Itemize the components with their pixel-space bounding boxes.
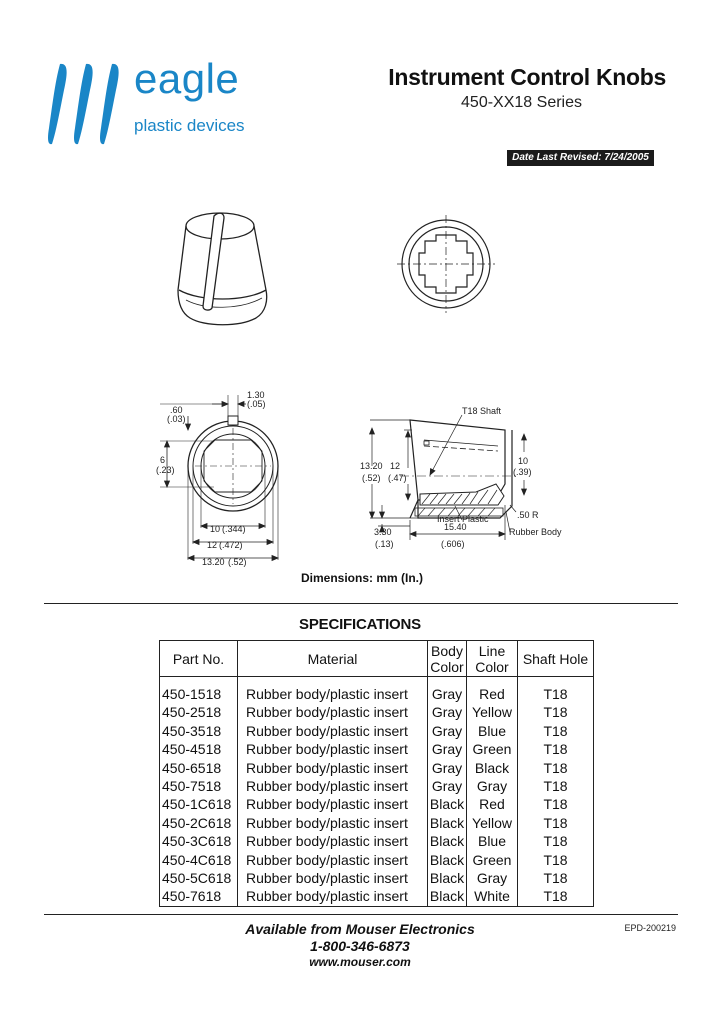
part-number: 450-2C618 (160, 814, 238, 832)
width-in: (.606) (441, 539, 465, 549)
dim-offset-in: (.03) (167, 414, 186, 424)
body-color: Black (428, 814, 467, 832)
depth-in: (.39) (513, 467, 532, 477)
material: Rubber body/plastic insert (238, 795, 428, 813)
section-dimension-drawing (360, 406, 562, 549)
table-row (160, 722, 594, 740)
material: Rubber body/plastic insert (238, 851, 428, 869)
shaft-hole: T18 (518, 851, 594, 869)
part-number: 450-2518 (160, 703, 238, 721)
rubber-body-label: Rubber Body (509, 527, 562, 537)
shaft-label: T18 Shaft (462, 406, 502, 416)
series-subtitle: 450-XX18 Series (461, 94, 582, 111)
page-title: Instrument Control Knobs (388, 64, 666, 90)
part-number: 450-7618 (160, 887, 238, 906)
table-row (160, 795, 594, 813)
base-mm: 3.30 (374, 527, 392, 537)
line-color: Yellow (467, 703, 518, 721)
material: Rubber body/plastic insert (238, 685, 428, 703)
header-part-no: Part No. (160, 641, 238, 677)
dim-inner-mm: 10 (210, 524, 221, 534)
specifications-table (159, 640, 594, 907)
line-color: White (467, 887, 518, 906)
table-header-row (160, 641, 594, 677)
footer-availability: Available from Mouser Electronics (245, 921, 475, 937)
line-color: Yellow (467, 814, 518, 832)
dim-mid-in: (.472) (219, 540, 243, 550)
header-material: Material (238, 641, 428, 677)
date-revised-badge: Date Last Revised: 7/24/2005 (507, 150, 654, 166)
shaft-hole: T18 (518, 777, 594, 795)
body-color: Gray (428, 777, 467, 795)
body-color: Gray (428, 759, 467, 777)
body-color: Black (428, 869, 467, 887)
dimensions-caption: Dimensions: mm (In.) (301, 571, 424, 585)
dim-flat-in: (.23) (156, 465, 175, 475)
line-color: Red (467, 685, 518, 703)
header-shaft-hole: Shaft Hole (518, 641, 594, 677)
table-row (160, 759, 594, 777)
material: Rubber body/plastic insert (238, 740, 428, 758)
footer-phone: 1-800-346-6873 (310, 938, 410, 954)
depth-mm: 10 (518, 456, 529, 466)
line-color: Black (467, 759, 518, 777)
shaft-hole: T18 (518, 740, 594, 758)
line-color: Gray (467, 777, 518, 795)
radius-label: .50 R (517, 510, 539, 520)
dim-mid-mm: 12 (207, 540, 218, 550)
specifications-title: SPECIFICATIONS (299, 616, 421, 633)
dim-slot-mm: 1.30 (247, 390, 265, 400)
table-row (160, 832, 594, 850)
insert-label: Insert Plastic (437, 514, 489, 524)
header-body-color (428, 641, 467, 677)
material: Rubber body/plastic insert (238, 759, 428, 777)
table-row (160, 685, 594, 703)
part-number: 450-5C618 (160, 869, 238, 887)
table-row (160, 887, 594, 906)
dim-inner-in: (.344) (222, 524, 246, 534)
shaft-hole: T18 (518, 869, 594, 887)
table-row (160, 740, 594, 758)
document-code: EPD-200219 (624, 923, 676, 933)
line-color: Blue (467, 722, 518, 740)
shaft-hole: T18 (518, 795, 594, 813)
material: Rubber body/plastic insert (238, 832, 428, 850)
dim-flat-mm: 6 (160, 455, 166, 465)
header-line-color (467, 641, 518, 677)
line-color: Red (467, 795, 518, 813)
divider-top (44, 603, 678, 604)
body-color: Black (428, 832, 467, 850)
line-color: Green (467, 740, 518, 758)
shaft-hole: T18 (518, 814, 594, 832)
knob-perspective-drawing (178, 213, 267, 325)
part-number: 450-4518 (160, 740, 238, 758)
part-number: 450-1C618 (160, 795, 238, 813)
dim-outer-in: (.52) (228, 557, 247, 567)
material: Rubber body/plastic insert (238, 722, 428, 740)
height-in: (.52) (362, 473, 381, 483)
part-number: 450-4C618 (160, 851, 238, 869)
inner-height-mm: 12 (390, 461, 401, 471)
shaft-hole: T18 (518, 685, 594, 703)
brand-tagline: plastic devices (134, 116, 245, 135)
header-line-top: Line (478, 642, 506, 659)
material: Rubber body/plastic insert (238, 869, 428, 887)
table-row (160, 814, 594, 832)
body-color: Black (428, 795, 467, 813)
body-color: Gray (428, 685, 467, 703)
part-number: 450-1518 (160, 685, 238, 703)
shaft-hole: T18 (518, 722, 594, 740)
part-number: 450-3518 (160, 722, 238, 740)
shaft-hole: T18 (518, 887, 594, 906)
body-color: Gray (428, 740, 467, 758)
table-row (160, 777, 594, 795)
body-color: Black (428, 851, 467, 869)
shaft-hole: T18 (518, 703, 594, 721)
header-body-top: Body (431, 642, 463, 659)
header-line-bottom: Color (475, 658, 509, 675)
line-color: Green (467, 851, 518, 869)
part-number: 450-7518 (160, 777, 238, 795)
width-mm: 15.40 (444, 522, 467, 532)
part-number: 450-6518 (160, 759, 238, 777)
body-color: Gray (428, 722, 467, 740)
shaft-hole: T18 (518, 832, 594, 850)
table-row (160, 869, 594, 887)
dim-offset-mm: .60 (170, 405, 183, 415)
front-dimension-drawing (156, 390, 278, 567)
table-row (160, 851, 594, 869)
line-color: Blue (467, 832, 518, 850)
height-mm: 13.20 (360, 461, 383, 471)
material: Rubber body/plastic insert (238, 814, 428, 832)
knob-end-view-drawing (397, 215, 495, 313)
material: Rubber body/plastic insert (238, 887, 428, 906)
part-number: 450-3C618 (160, 832, 238, 850)
inner-height-in: (.47) (388, 473, 407, 483)
header-body-bottom: Color (430, 658, 464, 675)
table-row (160, 703, 594, 721)
shaft-hole: T18 (518, 759, 594, 777)
material: Rubber body/plastic insert (238, 777, 428, 795)
line-color: Gray (467, 869, 518, 887)
footer-website-link[interactable]: www.mouser.com (309, 955, 411, 969)
material: Rubber body/plastic insert (238, 703, 428, 721)
body-color: Black (428, 887, 467, 906)
base-in: (.13) (375, 539, 394, 549)
dim-outer-mm: 13.20 (202, 557, 225, 567)
divider-bottom (44, 914, 678, 915)
table-row (160, 677, 594, 686)
brand-name: eagle (134, 55, 240, 102)
dim-slot-in: (.05) (247, 399, 266, 409)
body-color: Gray (428, 703, 467, 721)
